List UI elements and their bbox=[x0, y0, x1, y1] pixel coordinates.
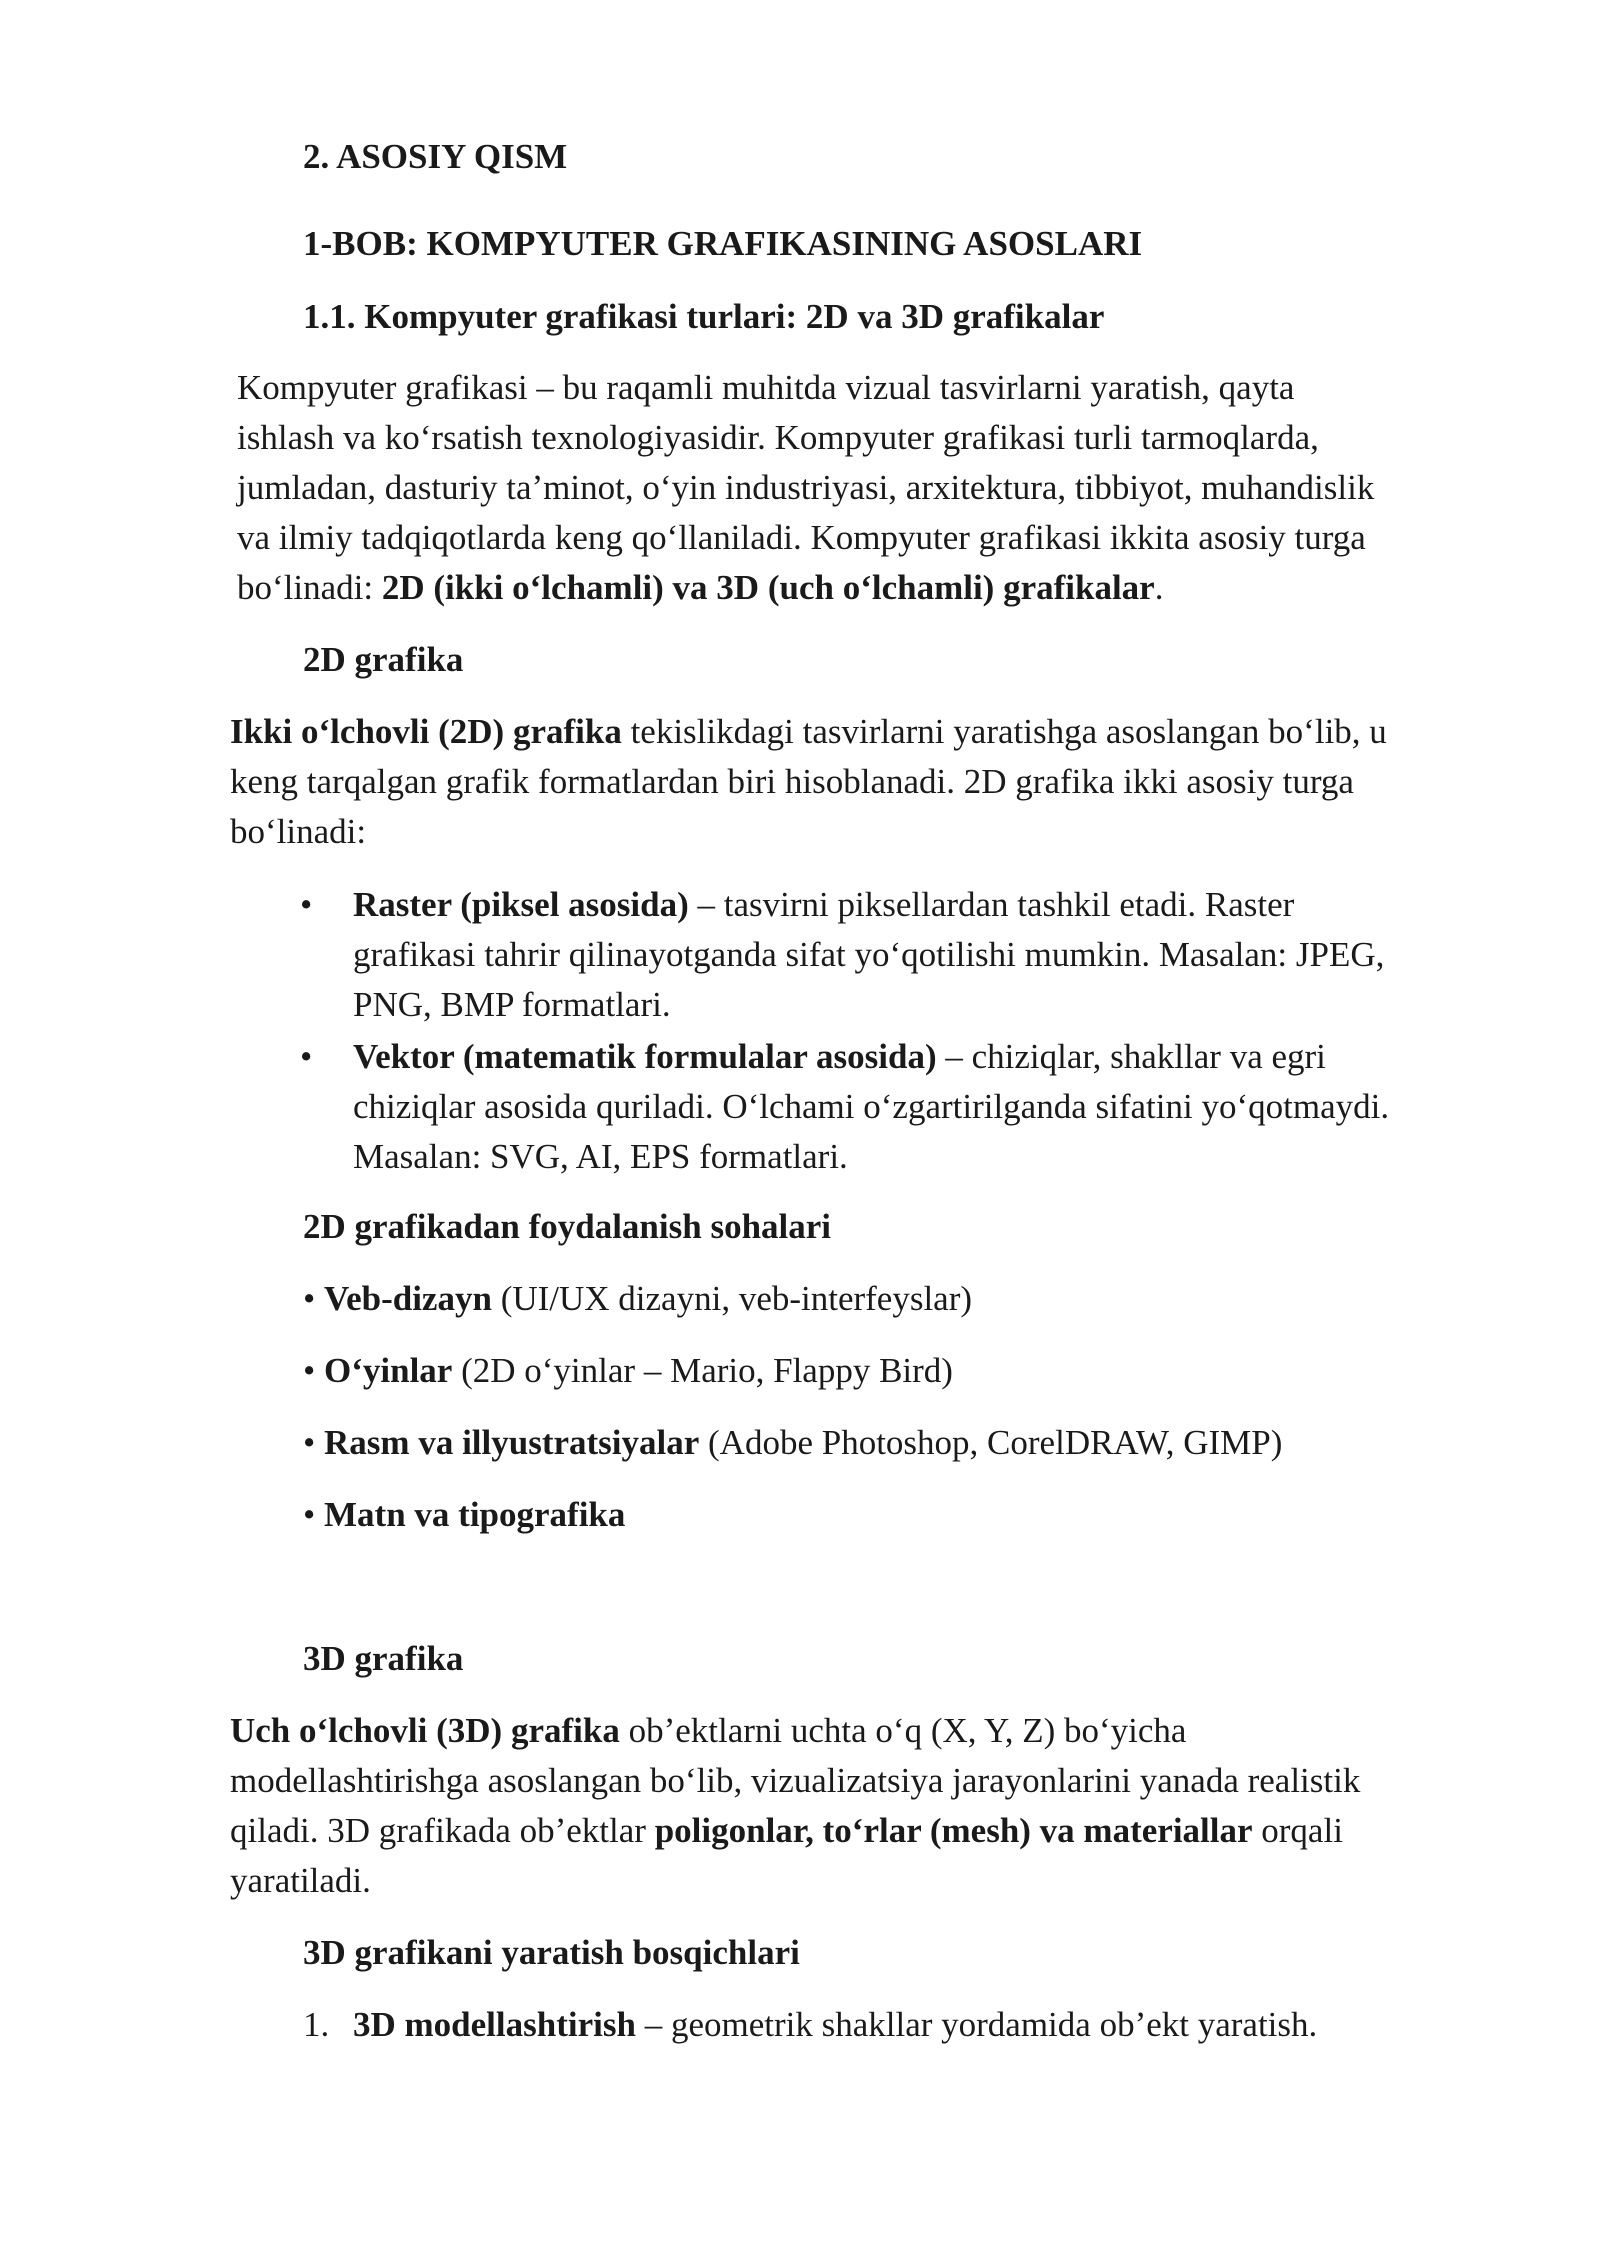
list-item bbox=[303, 1346, 953, 1396]
para-line: yaratiladi. bbox=[230, 1861, 371, 1900]
list-item-rest: – chiziqlar, shakllar va egri bbox=[936, 1037, 1326, 1076]
intro-text: boʻlinadi: bbox=[237, 568, 382, 607]
list-item bbox=[303, 1418, 1282, 1468]
list-item bbox=[300, 1032, 1500, 1182]
para-line bbox=[230, 1806, 1343, 1856]
para-line bbox=[230, 1706, 1186, 1756]
para-text: qiladi. 3D grafikada obʼektlar bbox=[230, 1811, 655, 1850]
list-item-text bbox=[353, 1032, 1503, 1182]
heading-3d: 3D grafika bbox=[303, 1639, 464, 1678]
intro-line: jumladan, dasturiy taʼminot, oʻyin industriyasi, arxitektura, tibbiyot, muhandislik bbox=[237, 468, 1375, 507]
para-bold-text: poligonlar, toʻrlar (mesh) va materiallar bbox=[654, 1811, 1253, 1850]
intro-bold-text: 2D (ikki oʻlchamli) va 3D (uch oʻlchamli) grafikalar bbox=[381, 568, 1155, 607]
bullet-icon: • bbox=[303, 1423, 316, 1462]
list-item-bold: Vektor (matematik formulalar asosida) bbox=[353, 1037, 937, 1076]
list-item-line: chiziqlar asosida quriladi. Oʻlchami oʻzgartirilganda sifatini yoʻqotmaydi. bbox=[353, 1087, 1390, 1126]
list-item bbox=[303, 1274, 972, 1324]
para-bold-text: Uch oʻlchovli (3D) grafika bbox=[230, 1711, 620, 1750]
item-number: 1. bbox=[303, 2005, 330, 2044]
list-item-rest: (Adobe Photoshop, CorelDRAW, GIMP) bbox=[699, 1423, 1283, 1462]
list-item-bold: Veb-dizayn bbox=[324, 1279, 492, 1318]
bullet-icon: • bbox=[300, 885, 313, 924]
list-item-line bbox=[353, 1032, 1503, 1082]
intro-line: Kompyuter grafikasi – bu raqamli muhitda vizual tasvirlarni yaratish, qayta bbox=[237, 368, 1295, 407]
list-item-bold: Matn va tipografika bbox=[324, 1495, 626, 1534]
list-item-line bbox=[353, 880, 1503, 930]
para-line bbox=[230, 707, 1387, 757]
numbered-item bbox=[303, 2000, 1317, 2050]
para-line: boʻlinadi: bbox=[230, 812, 367, 851]
list-item-line: grafikasi tahrir qilinayotganda sifat yoʻqotilishi mumkin. Masalan: JPEG, bbox=[353, 935, 1385, 974]
list-item-rest: (UI/UX dizayni, veb-interfeyslar) bbox=[491, 1279, 973, 1318]
intro-line: va ilmiy tadqiqotlarda keng qoʻllaniladi. Kompyuter grafikasi ikkita asosiy turga bbox=[237, 518, 1366, 557]
chapter-title: 1-BOB: KOMPYUTER GRAFIKASINING ASOSLARI bbox=[303, 224, 1143, 263]
para-text: tekislikdagi tasvirlarni yaratishga asoslangan boʻlib, u bbox=[621, 712, 1387, 751]
intro-line: ishlash va koʻrsatish texnologiyasidir. Kompyuter grafikasi turli tarmoqlarda, bbox=[237, 418, 1319, 457]
bullet-icon: • bbox=[300, 1037, 313, 1076]
para-line: modellashtirishga asoslangan boʻlib, vizualizatsiya jarayonlarini yanada realistik bbox=[230, 1761, 1361, 1800]
para-text: obʼektlarni uchta oʻq (X, Y, Z) boʻyicha bbox=[619, 1711, 1187, 1750]
list-item-bold: Raster (piksel asosida) bbox=[353, 885, 689, 924]
bullet-icon: • bbox=[303, 1279, 316, 1318]
list-item bbox=[303, 1490, 625, 1540]
para-bold-text: Ikki oʻlchovli (2D) grafika bbox=[230, 712, 622, 751]
intro-text: . bbox=[1154, 568, 1164, 607]
list-item-bold: Rasm va illyustratsiyalar bbox=[324, 1423, 700, 1462]
para-text: orqali bbox=[1252, 1811, 1343, 1850]
list-item-bold: Oʻyinlar bbox=[324, 1351, 453, 1390]
list-item-rest: – geometrik shakllar yordamida obʼekt yaratish. bbox=[635, 2005, 1318, 2044]
heading-2d: 2D grafika bbox=[303, 640, 464, 679]
list-item-rest: – tasvirni piksellardan tashkil etadi. Raster bbox=[688, 885, 1295, 924]
list-item-text bbox=[353, 880, 1503, 1030]
bullet-icon: • bbox=[303, 1351, 316, 1390]
bullet-icon: • bbox=[303, 1495, 316, 1534]
list-item-line: Masalan: SVG, AI, EPS formatlari. bbox=[353, 1137, 848, 1176]
section-title: 2. ASOSIY QISM bbox=[303, 137, 568, 176]
list-item-bold: 3D modellashtirish bbox=[353, 2005, 636, 2044]
list-item-rest: (2D oʻyinlar – Mario, Flappy Bird) bbox=[452, 1351, 953, 1390]
heading-3d-steps: 3D grafikani yaratish bosqichlari bbox=[303, 1933, 800, 1972]
para-line: keng tarqalgan grafik formatlardan biri hisoblanadi. 2D grafika ikki asosiy turga bbox=[230, 762, 1354, 801]
intro-line bbox=[237, 563, 1163, 613]
heading-2d-uses: 2D grafikadan foydalanish sohalari bbox=[303, 1207, 832, 1246]
list-item-line: PNG, BMP formatlari. bbox=[353, 985, 671, 1024]
subsection-title: 1.1. Kompyuter grafikasi turlari: 2D va 3D grafikalar bbox=[303, 297, 1105, 336]
list-item bbox=[300, 880, 1500, 1030]
